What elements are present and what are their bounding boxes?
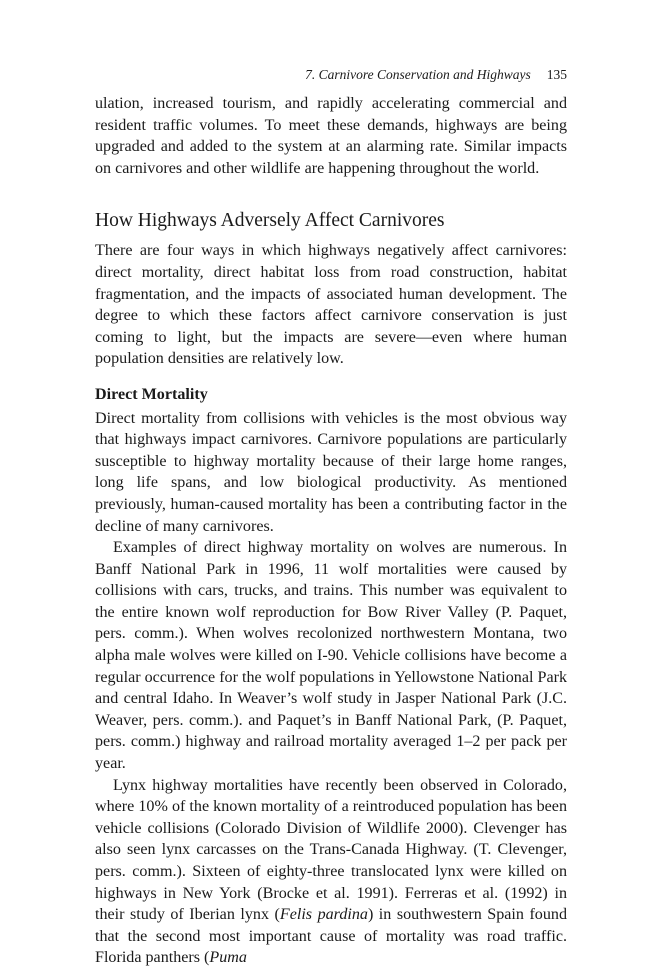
section-paragraph: There are four ways in which highways negatively affect carnivores: direct mortality, direct habitat loss from road construction, habitat fragmentation, and the impacts of associated human development. The degree to which these factors affect carnivore conservation is just coming to light, but the impacts are severe—even where human population densities are relatively low. — [95, 242, 567, 368]
lynx-text-part1: Lynx highway mortalities have recently been observed in Colorado, where 10% of the known mortality of a reintroduced population has been vehicle collisions (Colorado Division of Wildlife 2000). Clevenger has also seen lynx carcasses on the Trans-Canada Highway. (T. Clevenger, pers. comm.). Sixteen of eighty-three translocated lynx were killed on highways in New York (Brocke et al. 1991). Ferreras et al. (1992) in their study of Iberian lynx ( — [95, 776, 567, 924]
species-name-felis-pardina: Felis pardina — [279, 906, 368, 924]
lynx-text-part2: ) in southwestern Spain found that the second most important cause of mortality was road traffic. Florida panthers ( — [95, 906, 567, 967]
genus-name-puma: Puma — [209, 949, 247, 967]
page-number: 135 — [546, 67, 567, 82]
running-head — [95, 65, 567, 85]
wolves-paragraph: Examples of direct highway mortality on wolves are numerous. In Banff National Park in 1996, 11 wolf mortalities were caused by collisions with cars, trucks, and trains. This number was equivalent to the entire known wolf reproduction for Bow River Valley (P. Paquet, pers. comm.). When wolves recolonized northwestern Montana, two alpha male wolves were killed on I-90. Vehicle collisions have become a regular occurrence for the wolf populations in Yellowstone National Park and central Idaho. In Weaver’s wolf study in Jasper National Park (J.C. Weaver, pers. comm.). and Paquet’s in Banff National Park, (P. Paquet, pers. comm.) highway and railroad mortality averaged 1–2 per pack per year. — [95, 539, 567, 773]
mortality-paragraph: Direct mortality from collisions with vehicles is the most obvious way that highways impact carnivores. Carnivore populations are particularly susceptible to highway mortality because of their large home ranges, long life spans, and low biological productivity. As mentioned previously, human-caused mortality has been a contributing factor in the decline of many carnivores. — [95, 409, 567, 535]
section-heading: How Highways Adversely Affect Carnivores — [95, 210, 445, 232]
page-body — [95, 93, 567, 969]
lynx-paragraph — [95, 775, 567, 969]
subsection-heading: Direct Mortality — [95, 385, 208, 403]
chapter-title: 7. Carnivore Conservation and Highways — [305, 67, 531, 82]
intro-paragraph: ulation, increased tourism, and rapidly accelerating commercial and resident traffic volumes. To meet these demands, highways are being upgraded and added to the system at an alarming rate. Similar impacts on carnivores and other wildlife are happening throughout the world. — [95, 95, 567, 177]
